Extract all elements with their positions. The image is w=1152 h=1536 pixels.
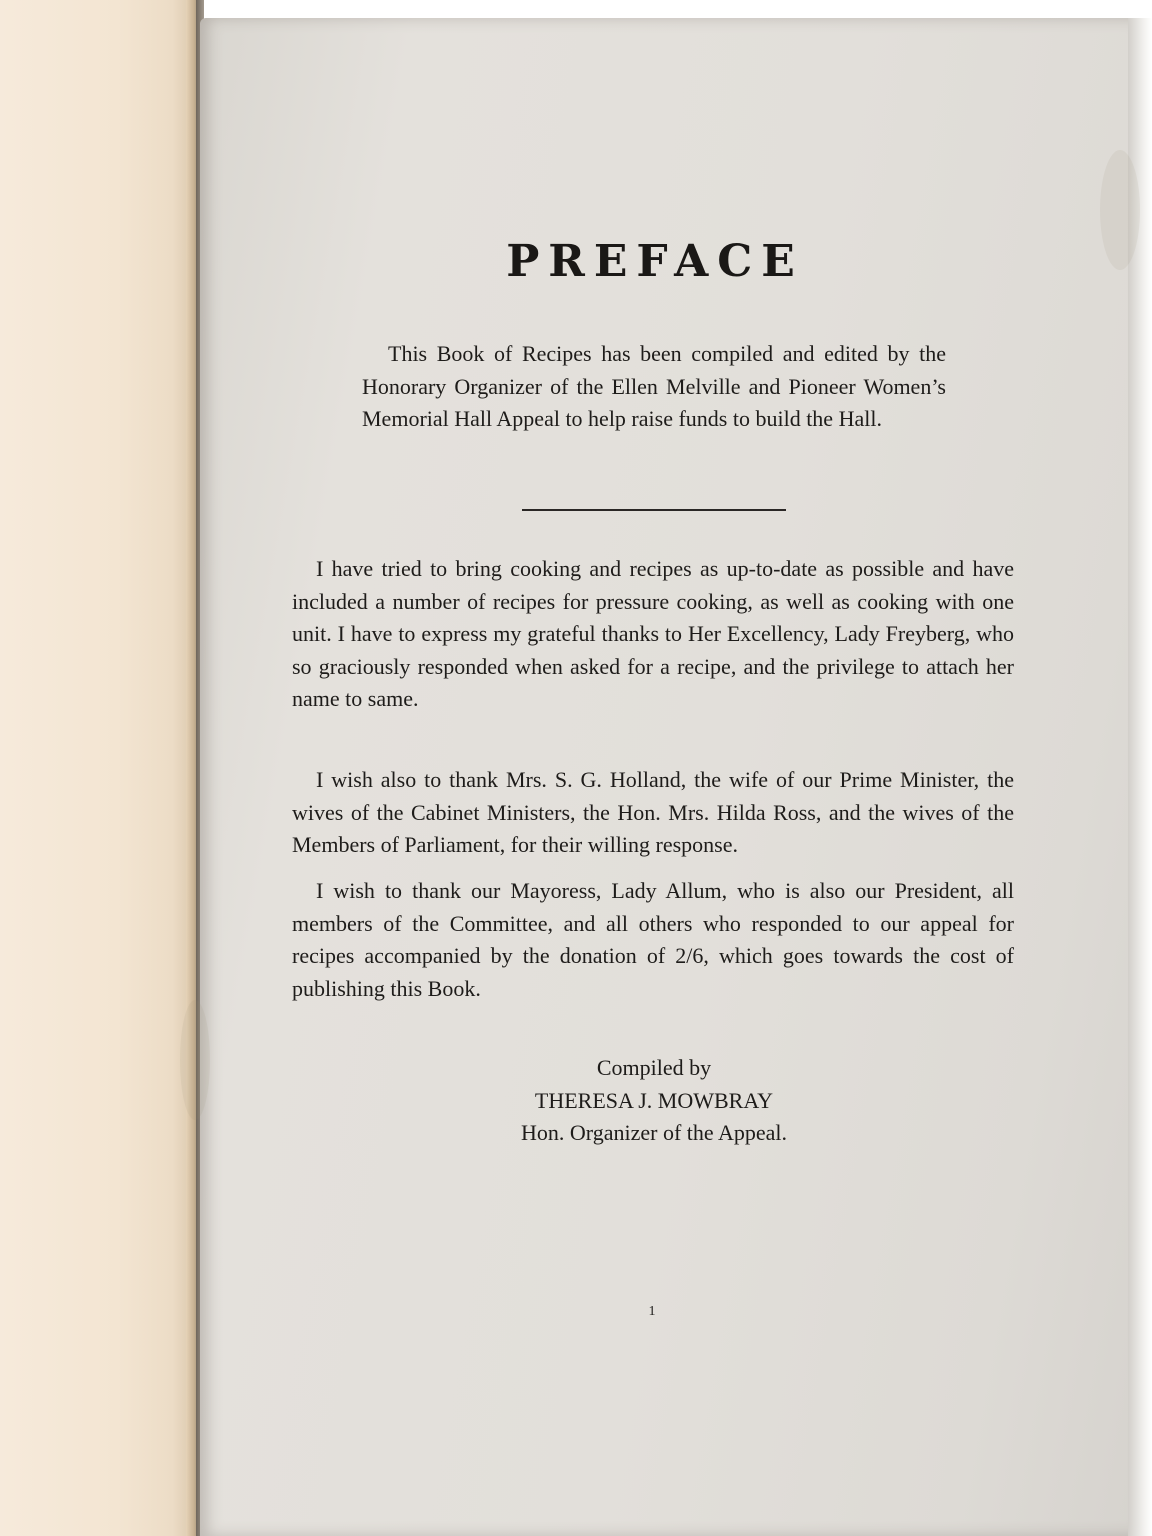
divider-rule xyxy=(522,509,786,511)
intro-paragraph: This Book of Recipes has been compiled and edited by the Honorary Organizer of the Ellen Melville and Pioneer Women’s Memorial Hall Appeal to help raise funds to build the Hall. xyxy=(362,341,946,431)
page-number: 1 xyxy=(648,1304,656,1319)
compiler-role: Hon. Organizer of the Appeal. xyxy=(521,1120,787,1145)
page-title: PREFACE xyxy=(506,236,804,287)
paper-stain xyxy=(1100,150,1140,270)
body-paragraph-3: I wish to thank our Mayoress, Lady Allum, who is also our President, all members of the Committee, and all others who responded to our appeal for recipes accompanied by the donation of 2/6, which goes towards the cost of publishing this Book. xyxy=(292,878,1014,1001)
body-paragraph-1: I have tried to bring cooking and recipes as up-to-date as possible and have included a number of recipes for pressure cooking, as well as cooking with one unit. I have to express my grateful thanks to Her Excellency, Lady Freyberg, who so graciously responded when asked for a recipe, and the privilege to attach her name to same. xyxy=(292,556,1014,711)
signature-block xyxy=(454,1052,854,1150)
compiled-by-line: Compiled by xyxy=(596,1055,712,1080)
compiler-name: THERESA J. MOWBRAY xyxy=(534,1087,774,1113)
body-paragraph-2: I wish also to thank Mrs. S. G. Holland, the wife of our Prime Minister, the wives of the Cabinet Ministers, the Hon. Mrs. Hilda Ross, and the wives of the Members of Parliament, for their willing response. xyxy=(292,767,1014,857)
left-facing-page xyxy=(0,0,196,1536)
paper-stain xyxy=(180,1000,210,1120)
